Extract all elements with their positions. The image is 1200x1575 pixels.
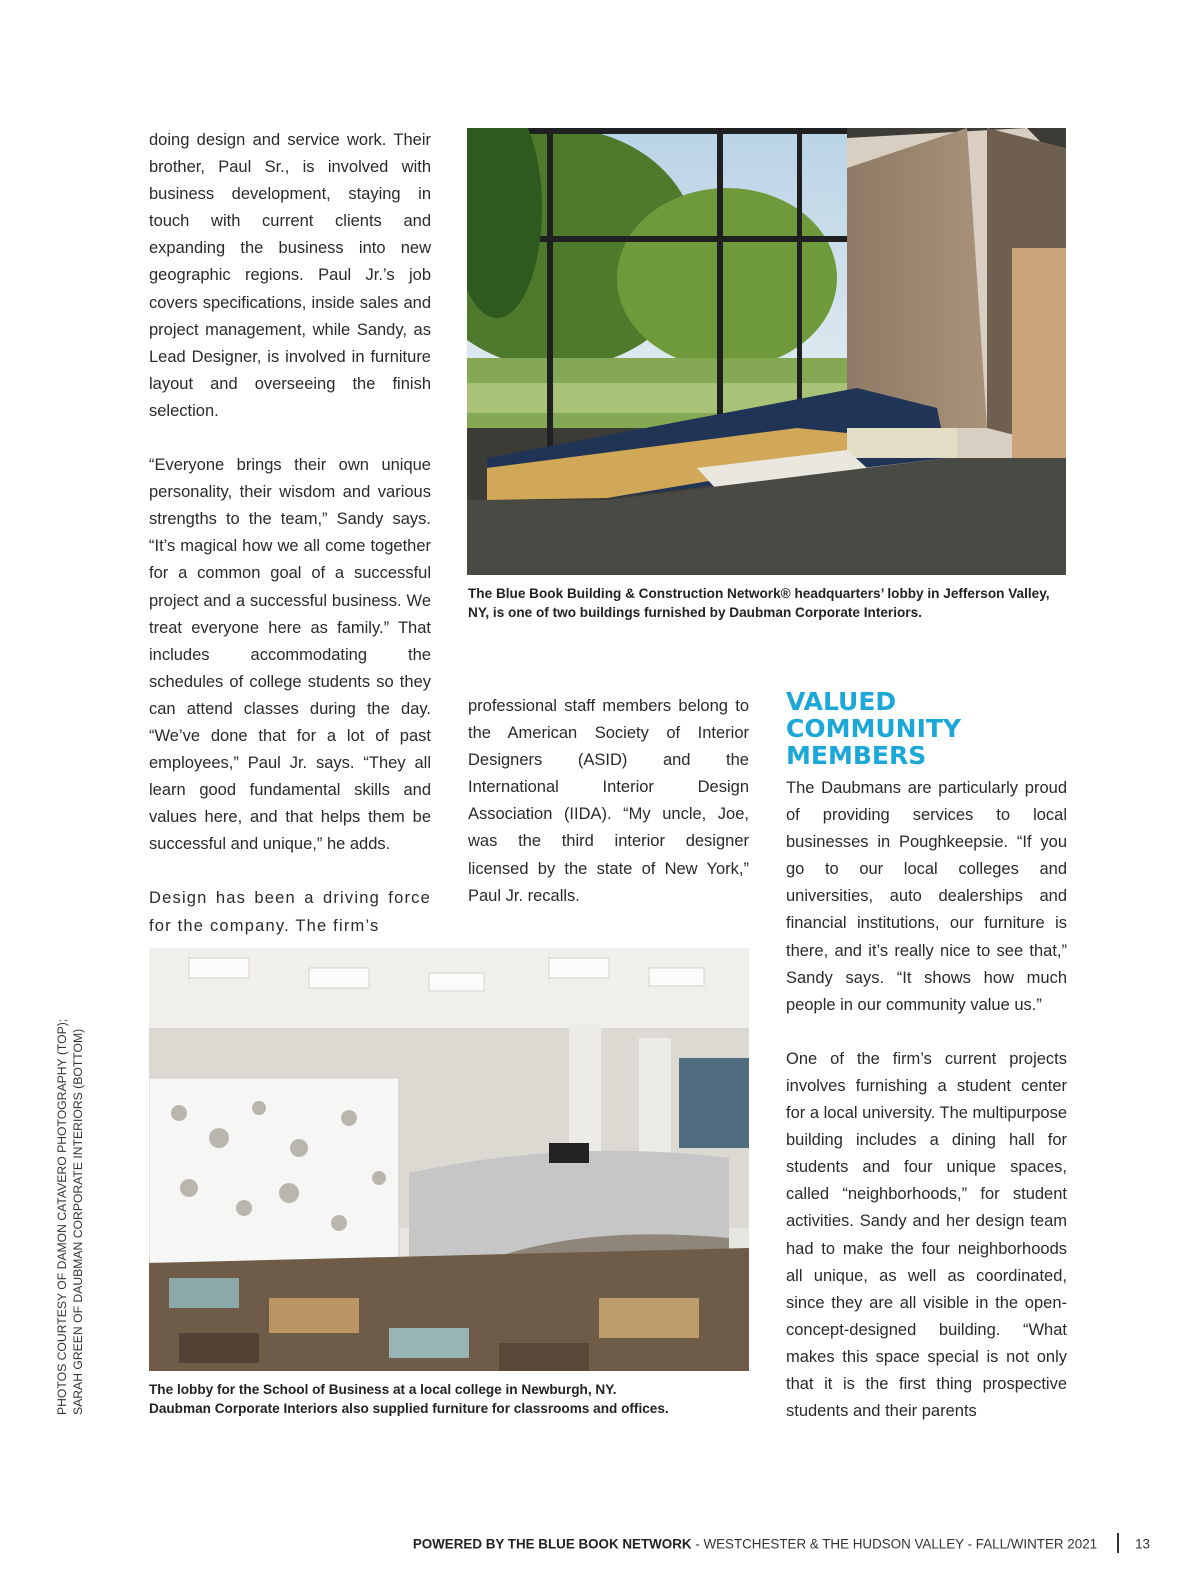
lobby-photo-bottom: [149, 948, 749, 1371]
edition-text: - WESTCHESTER & THE HUDSON VALLEY - FALL/WINTER 2021: [691, 1536, 1098, 1552]
page-number: 13: [1135, 1536, 1150, 1552]
paragraph: One of the firm’s current projects involves furnishing a student center for a local university. The multipurpose building includes a dining hall for students and four unique spaces, called “neighborhoods,” for student activities. Sandy and her design team had to make the four neighborhoods all unique, as well as coordinated, since they are all visible in the open-concept-designed building. “What makes this space special is not only that it is the first thing prospective students and their parents: [786, 1049, 1067, 1421]
credit-line: PHOTOS COURTESY OF DAMON CATAVERO PHOTOGRAPHY (TOP);: [55, 1018, 69, 1415]
caption-line: Daubman Corporate Interiors also supplied furniture for classrooms and offices.: [149, 1401, 669, 1416]
photo-caption-bottom: [149, 1380, 749, 1418]
paragraph: doing design and service work. Their brother, Paul Sr., is involved with business development, staying in touch with current clients and expanding the business into new geographic regions. Paul Jr.’s job covers specifications, inside sales and project management, while Sandy, as Lead Designer, is involved in furniture layout and overseeing the finish selection.: [149, 131, 431, 420]
credit-line: SARAH GREEN OF DAUBMAN CORPORATE INTERIORS (BOTTOM): [71, 1028, 85, 1415]
article-column-1: [149, 127, 431, 967]
article-column-2: [468, 693, 749, 937]
caption-line: The lobby for the School of Business at a local college in Newburgh, NY.: [149, 1382, 617, 1397]
paragraph: professional staff members belong to the American Society of Interior Designers (ASID) and the International Interior Design Association (IIDA). “My uncle, Joe, was the third interior designer licensed by the state of New York,” Paul Jr. recalls.: [468, 697, 749, 905]
publication-name: POWERED BY THE BLUE BOOK NETWORK: [412, 1536, 692, 1552]
paragraph: “Everyone brings their own unique personality, their wisdom and various strengths to the team,” Sandy says. “It’s magical how we all come together for a common goal of a successful project and a successful business. We treat everyone here as family.” That includes accommodating the schedules of college students so they can attend classes during the day. “We’ve done that for a lot of past employees,” Paul Jr. says. “They all learn good fundamental skills and values here, and that helps them be successful and unique,” he adds.: [149, 456, 431, 854]
lobby-photo-top: [467, 128, 1066, 575]
section-heading: VALUED COMMUNITY MEMBERS: [786, 687, 962, 770]
paragraph: The Daubmans are particularly proud of providing services to local businesses in Poughkeepsie. “If you go to our local colleges and universities, auto dealerships and financial institutions, our furniture is there, and it’s really nice to see that,” Sandy says. “It shows how much people in our community value us.”: [786, 779, 1067, 1014]
photo-credit: [54, 1019, 86, 1415]
article-column-3: [786, 688, 1067, 1452]
page-footer: [300, 1535, 1150, 1555]
footer-divider: [1117, 1533, 1119, 1553]
photo-caption-top: The Blue Book Building & Construction Network® headquarters’ lobby in Jefferson Valley, NY, is one of two buildings furnished by Daubman Corporate Interiors.: [468, 586, 1050, 620]
paragraph: Design has been a driving force for the company. The firm’s: [149, 889, 431, 935]
